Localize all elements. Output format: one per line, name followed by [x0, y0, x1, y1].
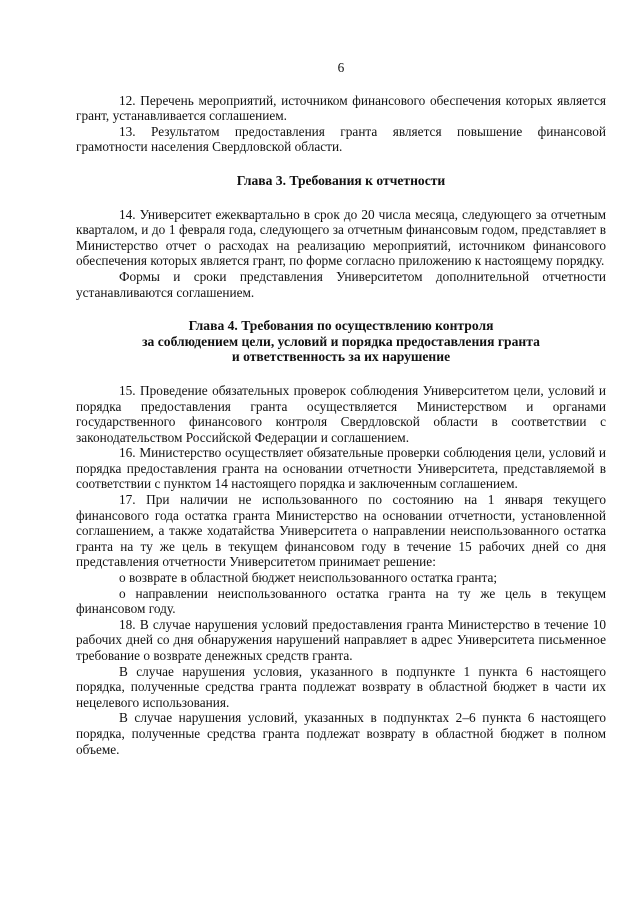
paragraph-17-option-return: о возврате в областной бюджет неиспользованного остатка гранта; — [119, 570, 498, 586]
chapter-4-body — [76, 383, 606, 757]
paragraph-18: 18. В случае нарушения условий предоставления гранта Министерство в течение 10 рабочих дней со дня обнаружения нарушений направляет в адрес Университета письменное требование о возврате денежных средств гранта. — [76, 616, 606, 663]
chapter-4-heading-line-3: и ответственность за их нарушение — [231, 349, 451, 365]
chapter-4-heading-line-1: Глава 4. Требования по осуществлению контроля — [188, 318, 494, 334]
chapter-3-heading: Глава 3. Требования к отчетности — [236, 172, 446, 188]
paragraph-17-option-redirect: о направлении неиспользованного остатка гранта на ту же цель в текущем финансовом году. — [76, 585, 606, 617]
paragraph-14-additional: Формы и сроки представления Университетом дополнительной отчетности устанавливаются соглашением. — [76, 268, 606, 300]
paragraph-12: 12. Перечень мероприятий, источником финансового обеспечения которых является грант, устанавливается соглашением. — [76, 92, 606, 124]
paragraph-17: 17. При наличии не использованного по состоянию на 1 января текущего финансового года остатка гранта Министерство на основании отчетности, установленной соглашением, а также ходатайства Университета о направлении неиспользованного остатка гранта на ту же цель в текущем финансовом году в течение 15 рабочих дней со дня представления отчетности Университетом принимает решение: — [76, 492, 606, 570]
chapter-4-heading — [76, 318, 606, 365]
chapter-4-heading-line-2: за соблюдением цели, условий и порядка предоставления гранта — [142, 333, 540, 349]
paragraph-18-misuse: В случае нарушения условия, указанного в подпункте 1 пункта 6 настоящего порядка, полученные средства гранта подлежат возврату в областной бюджет в части их нецелевого использования. — [76, 663, 606, 710]
paragraph-14: 14. Университет ежеквартально в срок до 20 числа месяца, следующего за отчетным кварталом, и до 1 февраля года, следующего за отчетным финансовым годом, представляет в Министерство отчет о расходах на реализацию мероприятий, источником финансового обеспечения которых является грант, по форме согласно приложению к настоящему порядку. — [76, 206, 606, 269]
paragraph-15: 15. Проведение обязательных проверок соблюдения Университетом цели, условий и порядка предоставления гранта осуществляется Министерством и органами государственного финансового контроля Свердловской области в соответствии с законодательством Российской Федерации и соглашением. — [76, 382, 606, 445]
document-page — [76, 60, 606, 757]
paragraph-13: 13. Результатом предоставления гранта является повышение финансовой грамотности населения Свердловской области. — [76, 123, 606, 155]
page-number: 6 — [337, 60, 345, 75]
chapter-3-body — [76, 207, 606, 301]
paragraph-16: 16. Министерство осуществляет обязательные проверки соблюдения цели, условий и порядка предоставления гранта на основании отчетности Университета, представляемой в соответствии с пунктом 14 настоящего порядка и заключенным соглашением. — [76, 445, 606, 492]
paragraph-18-full-return: В случае нарушения условий, указанных в подпунктах 2–6 пункта 6 настоящего порядка, полученные средства гранта подлежат возврату в областной бюджет в полном объеме. — [76, 710, 606, 757]
